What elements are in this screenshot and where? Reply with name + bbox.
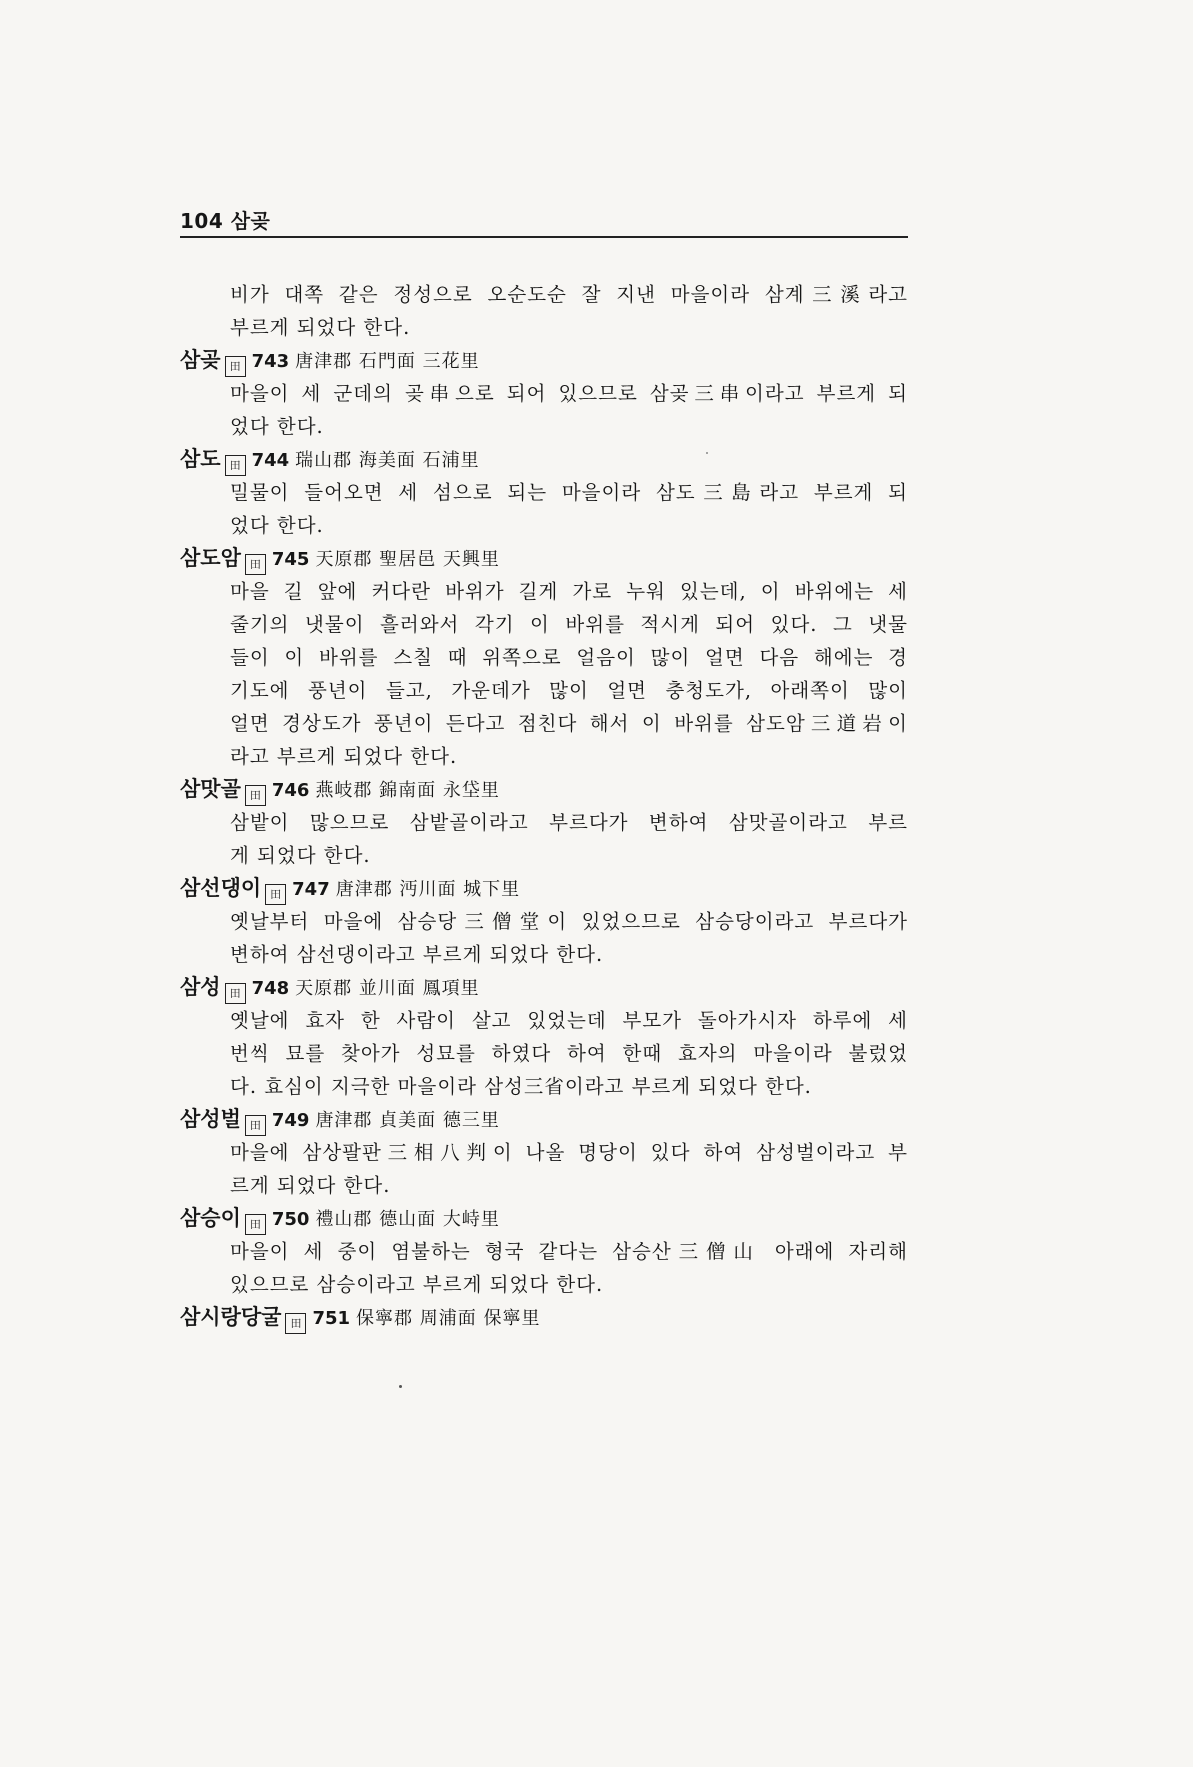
entry-location: 唐津郡 沔川面 城下里 xyxy=(335,879,521,900)
scan-dot xyxy=(399,1385,402,1388)
entry-location: 天原郡 並川面 鳳項里 xyxy=(295,978,480,999)
dictionary-entry xyxy=(180,443,908,542)
page-header xyxy=(180,205,908,234)
dictionary-entry xyxy=(180,542,908,773)
dictionary-entry xyxy=(180,971,908,1103)
entry-body-line: 마을에 삼상팔판三相八判이 나올 명당이 있다 하여 삼성벌이라고 부 xyxy=(230,1141,908,1164)
entry-number: 749 xyxy=(271,1110,310,1131)
entries-list xyxy=(180,278,908,1334)
field-type-icon xyxy=(265,884,286,905)
entry-body-line: 라고 부르게 되었다 한다. xyxy=(230,745,458,768)
entry-body-line: 옛날에 효자 한 사람이 살고 있었는데 부모가 돌아가시자 하루에 세 xyxy=(230,1009,908,1032)
entry-heading xyxy=(180,542,908,575)
entry-term: 삼도 xyxy=(180,447,221,471)
entry-body-line: 마을 길 앞에 커다란 바위가 길게 가로 누워 있는데, 이 바위에는 세 xyxy=(230,580,908,603)
entry-location: 瑞山郡 海美面 石浦里 xyxy=(295,450,480,471)
entry-body-line: 다. 효심이 지극한 마을이라 삼성三省이라고 부르게 되었다 한다. xyxy=(230,1075,812,1098)
dictionary-entry xyxy=(180,344,908,443)
entry-body-line: 었다 한다. xyxy=(230,514,324,537)
entry-term: 삼선댕이 xyxy=(180,876,262,900)
dictionary-entry xyxy=(180,278,908,344)
entry-number: 744 xyxy=(251,450,290,471)
entry-body-line: 번씩 묘를 찾아가 성묘를 하였다 하여 한때 효자의 마을이라 불렀었 xyxy=(230,1042,908,1065)
entry-body-line: 부르게 되었다 한다. xyxy=(230,316,411,339)
entry-body-line: 있으므로 삼승이라고 부르게 되었다 한다. xyxy=(230,1273,604,1296)
field-type-icon xyxy=(225,455,246,476)
entry-body-line: 르게 되었다 한다. xyxy=(230,1174,391,1197)
entry-body-line: 들이 이 바위를 스칠 때 위쪽으로 얼음이 많이 얼면 다음 해에는 경 xyxy=(230,646,908,669)
entry-location: 禮山郡 德山面 大峙里 xyxy=(315,1209,500,1230)
header-rule xyxy=(180,236,908,238)
dictionary-entry xyxy=(180,872,908,971)
entry-heading xyxy=(180,1103,908,1136)
entry-body-line: 마을이 세 군데의 곶串으로 되어 있으므로 삼곶三串이라고 부르게 되 xyxy=(230,382,908,405)
entry-number: 745 xyxy=(271,549,310,570)
entry-body-line: 마을이 세 중이 염불하는 형국 같다는 삼승산三僧山 아래에 자리해 xyxy=(230,1240,908,1263)
entry-term: 삼성 xyxy=(180,975,221,999)
running-title: 삼곶 xyxy=(230,209,271,233)
dictionary-entry xyxy=(180,1103,908,1202)
entry-term: 삼성벌 xyxy=(180,1107,241,1131)
entry-body-line: 기도에 풍년이 들고, 가운데가 많이 얼면 충청도가, 아래쪽이 많이 xyxy=(230,679,908,702)
entry-heading xyxy=(180,971,908,1004)
dictionary-entry xyxy=(180,1202,908,1301)
entry-location: 燕岐郡 錦南面 永垈里 xyxy=(315,780,500,801)
field-type-icon xyxy=(245,554,266,575)
entry-number: 747 xyxy=(292,879,330,900)
entry-location: 保寧郡 周浦面 保寧里 xyxy=(356,1308,541,1329)
entry-body-line: 삼밭이 많으므로 삼밭골이라고 부르다가 변하여 삼맛골이라고 부르 xyxy=(230,811,908,834)
entry-body-line: 줄기의 냇물이 흘러와서 각기 이 바위를 적시게 되어 있다. 그 냇물 xyxy=(230,613,908,636)
field-type-icon xyxy=(225,983,246,1004)
entry-number: 750 xyxy=(271,1209,310,1230)
entry-body-line: 었다 한다. xyxy=(230,415,324,438)
entry-term: 삼곶 xyxy=(180,348,221,372)
entry-heading xyxy=(180,443,908,476)
entry-body-line: 옛날부터 마을에 삼승당三僧堂이 있었으므로 삼승당이라고 부르다가 xyxy=(230,910,908,933)
entry-heading xyxy=(180,773,908,806)
entry-location: 唐津郡 貞美面 德三里 xyxy=(315,1110,500,1131)
entry-body-line: 게 되었다 한다. xyxy=(230,844,371,867)
field-type-icon xyxy=(225,356,246,377)
entry-number: 751 xyxy=(312,1308,351,1329)
entry-term: 삼도암 xyxy=(180,546,241,570)
field-type-icon xyxy=(245,1214,266,1235)
entry-location: 天原郡 聖居邑 天興里 xyxy=(315,549,500,570)
entry-term: 삼시랑당굴 xyxy=(180,1305,282,1329)
entry-location: 唐津郡 石門面 三花里 xyxy=(295,351,480,372)
entry-body-line: 얼면 경상도가 풍년이 든다고 점친다 해서 이 바위를 삼도암三道岩이 xyxy=(230,712,908,735)
entry-term: 삼맛골 xyxy=(180,777,241,801)
entry-number: 748 xyxy=(251,978,290,999)
entry-body-line: 비가 대쪽 같은 정성으로 오순도순 잘 지낸 마을이라 삼계三溪라고 xyxy=(230,283,908,306)
field-type-icon xyxy=(245,1115,266,1136)
entry-heading xyxy=(180,1202,908,1235)
dictionary-entry xyxy=(180,1301,908,1334)
page-number: 104 xyxy=(180,209,224,233)
entry-number: 746 xyxy=(271,780,310,801)
field-type-icon xyxy=(245,785,266,806)
entry-heading xyxy=(180,1301,908,1334)
dictionary-entry xyxy=(180,773,908,872)
entry-body-line: 변하여 삼선댕이라고 부르게 되었다 한다. xyxy=(230,943,604,966)
entry-body-line: 밀물이 들어오면 세 섬으로 되는 마을이라 삼도三島라고 부르게 되 xyxy=(230,481,908,504)
field-type-icon xyxy=(285,1313,306,1334)
entry-term: 삼승이 xyxy=(180,1206,241,1230)
entry-number: 743 xyxy=(251,351,290,372)
entry-heading xyxy=(180,872,908,905)
entry-heading xyxy=(180,344,908,377)
